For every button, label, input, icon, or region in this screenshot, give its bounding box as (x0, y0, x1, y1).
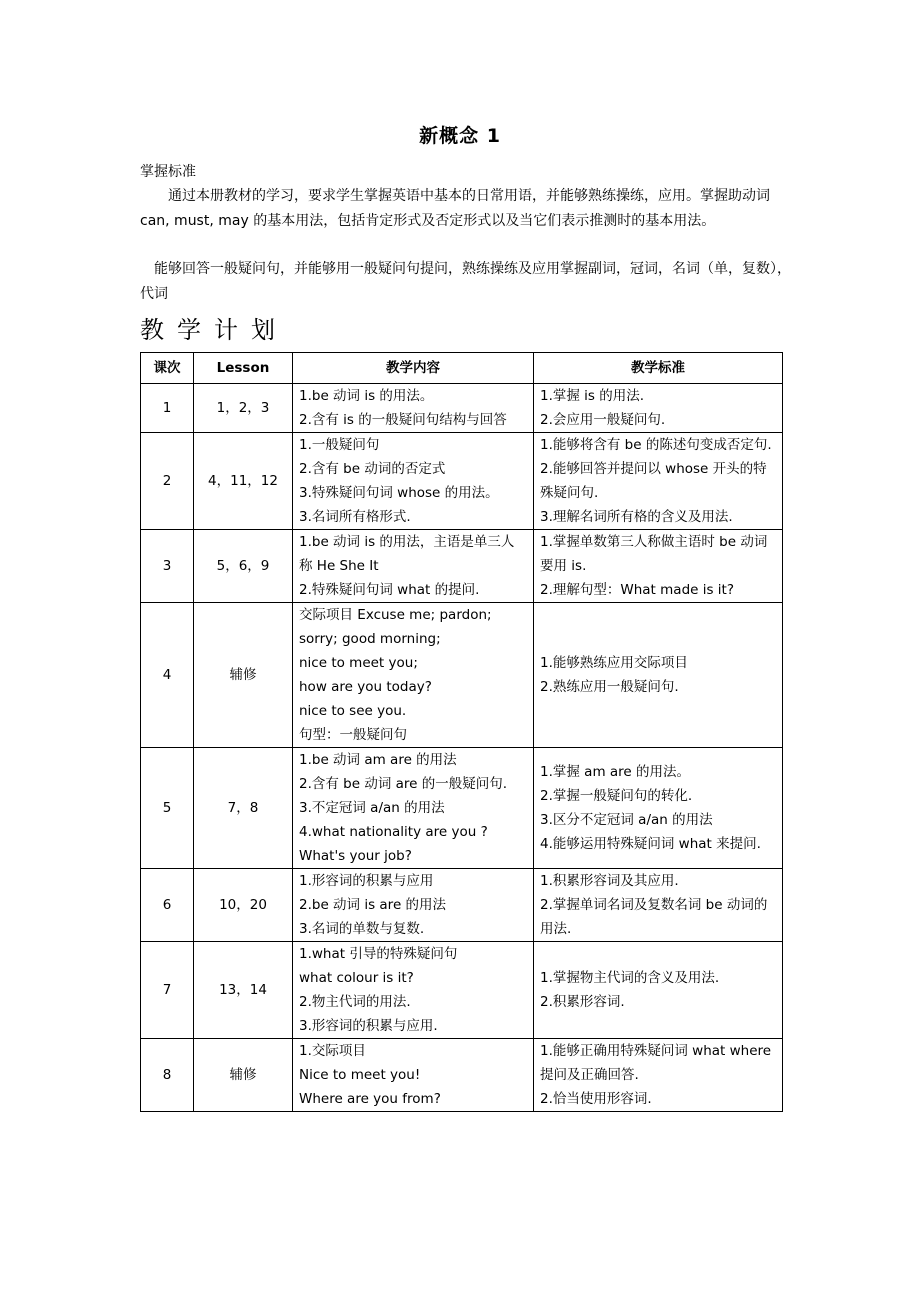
standard-line: 1.掌握单数第三人称做主语时 be 动词要用 is. (540, 534, 768, 574)
header-content: 教学内容 (293, 353, 534, 384)
session-number-cell: 4 (141, 603, 194, 748)
content-line: 3.名词所有格形式. (299, 509, 411, 525)
content-line: 3.形容词的积累与应用. (299, 1018, 438, 1034)
standard-line: 2.积累形容词. (540, 994, 625, 1010)
content-cell (293, 530, 534, 603)
content-line: what colour is it? (299, 970, 414, 986)
session-number-cell: 3 (141, 530, 194, 603)
table-row (141, 530, 783, 603)
standard-line: 1.掌握 is 的用法. (540, 388, 645, 404)
lesson-cell: 5，6，9 (194, 530, 293, 603)
content-line: how are you today? (299, 679, 432, 695)
standard-cell (534, 869, 783, 942)
lesson-cell: 1，2，3 (194, 384, 293, 433)
content-line: 3.不定冠词 a/an 的用法 (299, 800, 445, 816)
standard-cell (534, 748, 783, 869)
content-line: 1.be 动词 am are 的用法 (299, 752, 457, 768)
content-line: 3.名词的单数与复数. (299, 921, 425, 937)
content-line: 1.what 引导的特殊疑问句 (299, 946, 458, 962)
session-number-cell: 8 (141, 1039, 194, 1112)
content-line: 1.形容词的积累与应用 (299, 873, 434, 889)
lesson-cell: 辅修 (194, 603, 293, 748)
standard-cell (534, 384, 783, 433)
content-line: 4.what nationality are you ? (299, 824, 488, 840)
content-cell (293, 748, 534, 869)
standard-line: 3.区分不定冠词 a/an 的用法 (540, 812, 713, 828)
intro-paragraph-2 (140, 257, 795, 306)
standard-line: 1.能够将含有 be 的陈述句变成否定句. (540, 437, 772, 453)
standard-line: 1.积累形容词及其应用. (540, 873, 679, 889)
table-row (141, 748, 783, 869)
standard-cell (534, 530, 783, 603)
session-number-cell: 1 (141, 384, 194, 433)
standard-line: 2.会应用一般疑问句. (540, 412, 666, 428)
standard-cell (534, 433, 783, 530)
content-line: 3.特殊疑问句词 whose 的用法。 (299, 485, 499, 501)
content-cell (293, 869, 534, 942)
standard-line: 2.掌握单词名词及复数名词 be 动词的用法. (540, 897, 768, 937)
standard-line: 1.能够正确用特殊疑问词 what where 提问及正确回答. (540, 1043, 772, 1083)
content-cell (293, 603, 534, 748)
standard-line: 2.能够回答并提问以 whose 开头的特殊疑问句. (540, 461, 767, 501)
table-row (141, 384, 783, 433)
content-line: 2.be 动词 is are 的用法 (299, 897, 447, 913)
content-line: 2.特殊疑问句词 what 的提问. (299, 582, 480, 598)
teaching-plan-table (140, 352, 783, 1112)
table-row (141, 433, 783, 530)
header-standard: 教学标准 (534, 353, 783, 384)
content-cell (293, 942, 534, 1039)
table-row (141, 942, 783, 1039)
content-line: 2.含有 is 的一般疑问句结构与回答 (299, 412, 507, 428)
document-title: 新概念 1 (419, 125, 501, 147)
session-number-cell: 6 (141, 869, 194, 942)
standard-line: 1.掌握物主代词的含义及用法. (540, 970, 720, 986)
standard-cell (534, 942, 783, 1039)
table-row (141, 603, 783, 748)
lesson-cell: 7，8 (194, 748, 293, 869)
standard-line: 4.能够运用特殊疑问词 what 来提问. (540, 836, 761, 852)
lesson-cell: 辅修 (194, 1039, 293, 1112)
standard-cell (534, 603, 783, 748)
standard-line: 2.恰当使用形容词. (540, 1091, 652, 1107)
content-line: 1.交际项目 (299, 1043, 366, 1059)
content-cell (293, 384, 534, 433)
content-cell (293, 433, 534, 530)
content-line: 句型：一般疑问句 (299, 727, 407, 743)
session-number-cell: 7 (141, 942, 194, 1039)
standard-line: 2.理解句型：What made is it? (540, 582, 735, 598)
standard-line: 1.掌握 am are 的用法。 (540, 764, 691, 780)
header-session: 课次 (141, 353, 194, 384)
content-cell (293, 1039, 534, 1112)
content-line: 交际项目 Excuse me; pardon; sorry; good morning; (299, 607, 492, 647)
standard-line: 3.理解名词所有格的含义及用法. (540, 509, 733, 525)
intro-paragraph-1 (140, 184, 795, 233)
intro-paragraph-1-text: 通过本册教材的学习，要求学生掌握英语中基本的日常用语，并能够熟练操练，应用。掌握助动词 can, must, may 的基本用法，包括肯定形式及否定形式以及当它们表示推测时的基本用法。 (140, 188, 770, 229)
lesson-cell: 13，14 (194, 942, 293, 1039)
content-line: Nice to meet you! (299, 1067, 421, 1083)
teaching-plan-heading: 教学计划 (140, 316, 288, 344)
content-line: nice to meet you; (299, 655, 418, 671)
standard-line: 2.掌握一般疑问句的转化. (540, 788, 693, 804)
table-row (141, 869, 783, 942)
content-line: nice to see you. (299, 703, 407, 719)
table-header-row (141, 353, 783, 384)
session-number-cell: 2 (141, 433, 194, 530)
content-line: Where are you from? (299, 1091, 441, 1107)
subheading: 掌握标准 (140, 164, 196, 180)
content-line: 1.be 动词 is 的用法，主语是单三人称 He She It (299, 534, 515, 574)
content-line: 1.一般疑问句 (299, 437, 380, 453)
header-lesson: Lesson (194, 353, 293, 384)
session-number-cell: 5 (141, 748, 194, 869)
lesson-cell: 10，20 (194, 869, 293, 942)
content-line: 1.be 动词 is 的用法。 (299, 388, 434, 404)
intro-paragraph-2-text: 能够回答一般疑问句，并能够用一般疑问句提问，熟练操练及应用掌握副词，冠词，名词（单，复数），代词 (140, 261, 791, 302)
content-line: 2.含有 be 动词 are 的一般疑问句. (299, 776, 508, 792)
lesson-cell: 4，11，12 (194, 433, 293, 530)
content-line: What's your job? (299, 848, 412, 864)
content-line: 2.物主代词的用法. (299, 994, 411, 1010)
standard-line: 1.能够熟练应用交际项目 (540, 655, 688, 671)
table-row (141, 1039, 783, 1112)
standard-line: 2.熟练应用一般疑问句. (540, 679, 679, 695)
standard-cell (534, 1039, 783, 1112)
content-line: 2.含有 be 动词的否定式 (299, 461, 446, 477)
